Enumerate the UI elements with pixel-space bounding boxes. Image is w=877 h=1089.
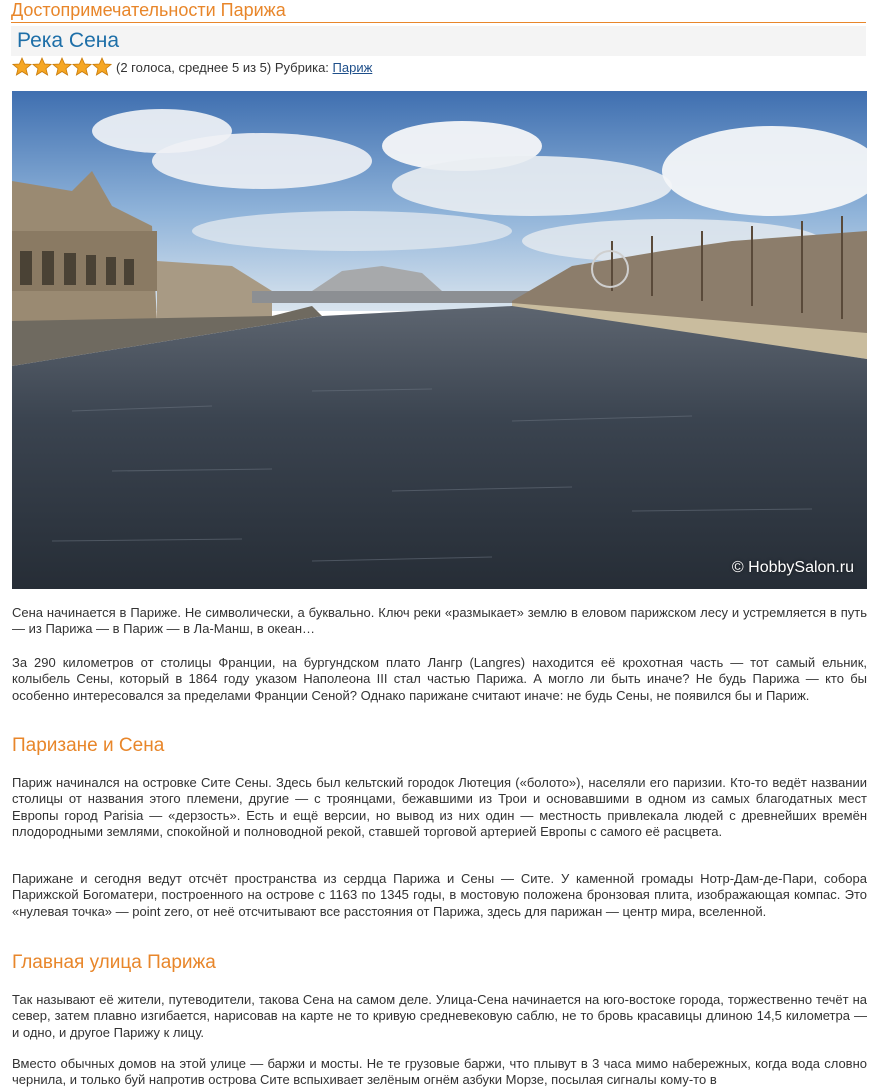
paragraph-parisii-1: Париж начинался на островке Сите Сены. Здесь был кельтский городок Лютеция («болото»), населяли его паризии. Кто-то ведёт названии столицы от названия этого племени, другие — с троянцами, бежавшими из Трои и основавшими в одном из самых благодатных мест Европы город Parisia — «дерзость». Есть и ещё версии, но вывод из них один — местность привлекала людей с древнейших времён плодородными землями, спокойной и полноводной рекой, ставшей торговой артерией Европы с самого её расцвета. [12, 775, 867, 840]
paragraph-intro-2: За 290 километров от столицы Франции, на бургундском плато Лангр (Langres) находится её крохотная часть — тот самый ельник, колыбель Сены, который в 1864 году указом Наполеона III стал частью Парижа. А могло ли быть иначе? Не будь Парижа — кто бы особенно интересовался за пределами Франции Сеной? Однако парижане считают иначе: не будь Сены, не появился бы и Париж. [12, 655, 867, 703]
paragraph-main-street-2: Вместо обычных домов на этой улице — баржи и мосты. Не те грузовые баржи, что плывут в 3 часа мимо набережных, когда вода словно чернила, и только буй напротив острова Сите вспыхивает зелёным огнём азбуки Морзе, посылая сигналы кому-то в [12, 1056, 867, 1088]
paragraph-main-street-1: Так называют её жители, путеводители, такова Сена на самом деле. Улица-Сена начинается на юго-востоке города, торжественно течёт на север, затем плавно изгибается, нарисовав на карте не то кривую средневековую саблю, не то бровь красавицы длиною 14,5 километра — и одно, и другое Парижу к лицу. [12, 992, 867, 1040]
star-icon[interactable] [92, 57, 112, 77]
photo-credit: © HobbySalon.ru [731, 559, 854, 576]
star-icon[interactable] [52, 57, 72, 77]
rubric-link[interactable]: Париж [332, 59, 373, 75]
rating-stars[interactable] [12, 57, 112, 77]
star-icon[interactable] [72, 57, 92, 77]
paragraph-parisii-2: Парижане и сегодня ведут отсчёт пространства из сердца Парижа и Сены — Сите. У каменной громады Нотр-Дам-де-Пари, собора Парижской Богоматери, построенного на острове с 1163 по 1345 годы, в мостовую положена бронзовая плита, изображающая компас. Это «нулевая точка» — point zero, от неё отсчитывают все расстояния от Парижа, здесь для парижан — центр мира, вселенной. [12, 871, 867, 919]
star-icon[interactable] [32, 57, 52, 77]
section-heading-parisii: Паризане и Сена [12, 735, 165, 756]
category-heading: Достопримечательности Парижа [11, 0, 866, 23]
article-title-bar [11, 26, 866, 56]
rating-row [12, 57, 372, 77]
rating-text: (2 голоса, среднее 5 из 5) Рубрика: [116, 59, 329, 75]
section-heading-main-street: Главная улица Парижа [12, 952, 216, 973]
seine-photo [12, 91, 867, 589]
star-icon[interactable] [12, 57, 32, 77]
article-title[interactable]: Река Сена [17, 29, 120, 52]
paragraph-intro-1: Сена начинается в Париже. Не символически, а буквально. Ключ реки «размыкает» землю в еловом парижском лесу и устремляется в путь — из Парижа — в Париж — в Ла-Манш, в океан… [12, 605, 867, 637]
